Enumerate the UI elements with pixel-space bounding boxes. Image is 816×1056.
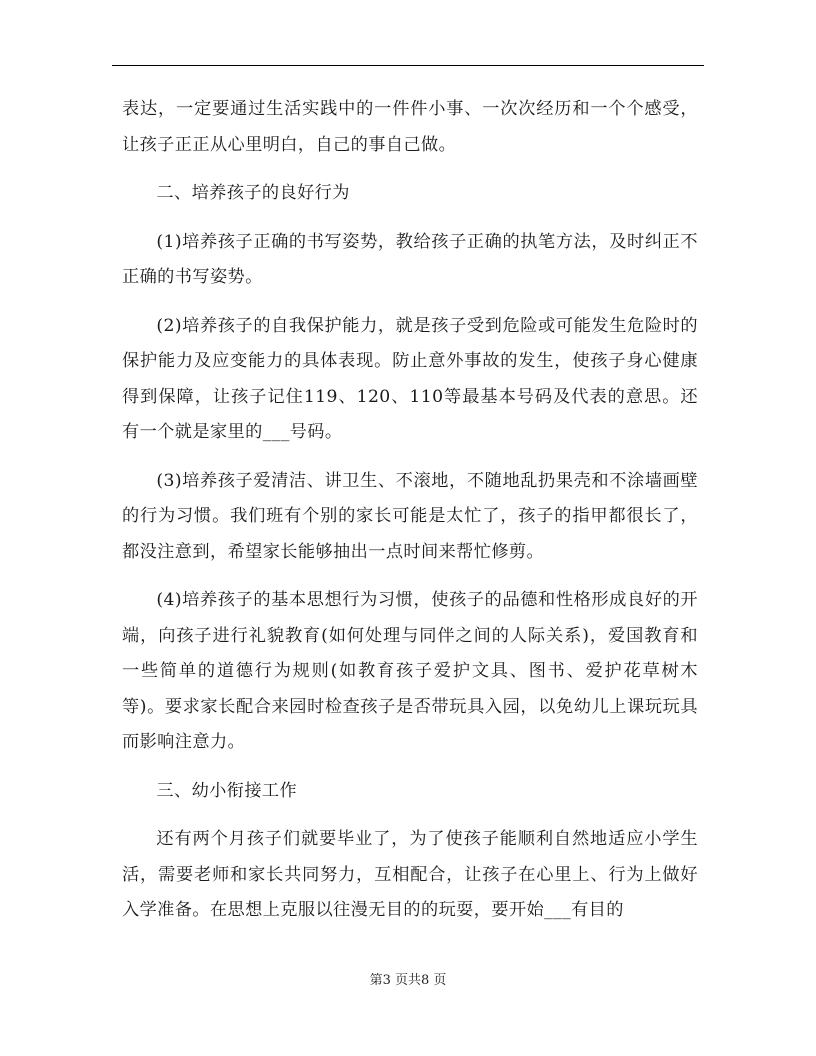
paragraph-transition: 还有两个月孩子们就要毕业了，为了使孩子能顺利自然地适应小学生活，需要老师和家长共同努力，互相配合，让孩子在心里上、行为上做好入学准备。在思想上克服以往漫无目的的玩耍，要开始___有目的 bbox=[122, 829, 698, 920]
page-footer: 第3 页共8 页 bbox=[369, 973, 447, 988]
list-item-1: (1)培养孩子正确的书写姿势，教给孩子正确的执笔方法，及时纠正不正确的书写姿势。 bbox=[122, 231, 698, 287]
list-item-2: (2)培养孩子的自我保护能力，就是孩子受到危险或可能发生危险时的保护能力及应变能力的具体表现。防止意外事故的发生，使孩子身心健康得到保障，让孩子记住119、120、110等最基本号码及代表的意思。还有一个就是家里的___号码。 bbox=[122, 315, 698, 442]
list-item-3: (3)培养孩子爱清洁、讲卫生、不滚地，不随地乱扔果壳和不涂墙画壁的行为习惯。我们班有个别的家长可能是太忙了，孩子的指甲都很长了，都没注意到，希望家长能够抽出一点时间来帮忙修剪。 bbox=[122, 470, 698, 562]
paragraph-continued: 表达，一定要通过生活实践中的一件件小事、一次次经历和一个个感受，让孩子正正从心里明白，自己的事自己做。 bbox=[122, 99, 698, 155]
section-heading-3: 三、幼小衔接工作 bbox=[156, 780, 298, 801]
list-item-4: (4)培养孩子的基本思想行为习惯，使孩子的品德和性格形成良好的开端，向孩子进行礼貌教育(如何处理与同伴之间的人际关系)，爱国教育和一些简单的道德行为规则(如教育孩子爱护文具、图书、爱护花草树木等)。要求家长配合来园时检查孩子是否带玩具入园，以免幼儿上课玩玩具而影响注意力。 bbox=[122, 590, 698, 752]
section-heading-2: 二、培养孩子的良好行为 bbox=[156, 183, 350, 203]
document-body bbox=[122, 92, 698, 942]
header-rule bbox=[112, 65, 704, 66]
